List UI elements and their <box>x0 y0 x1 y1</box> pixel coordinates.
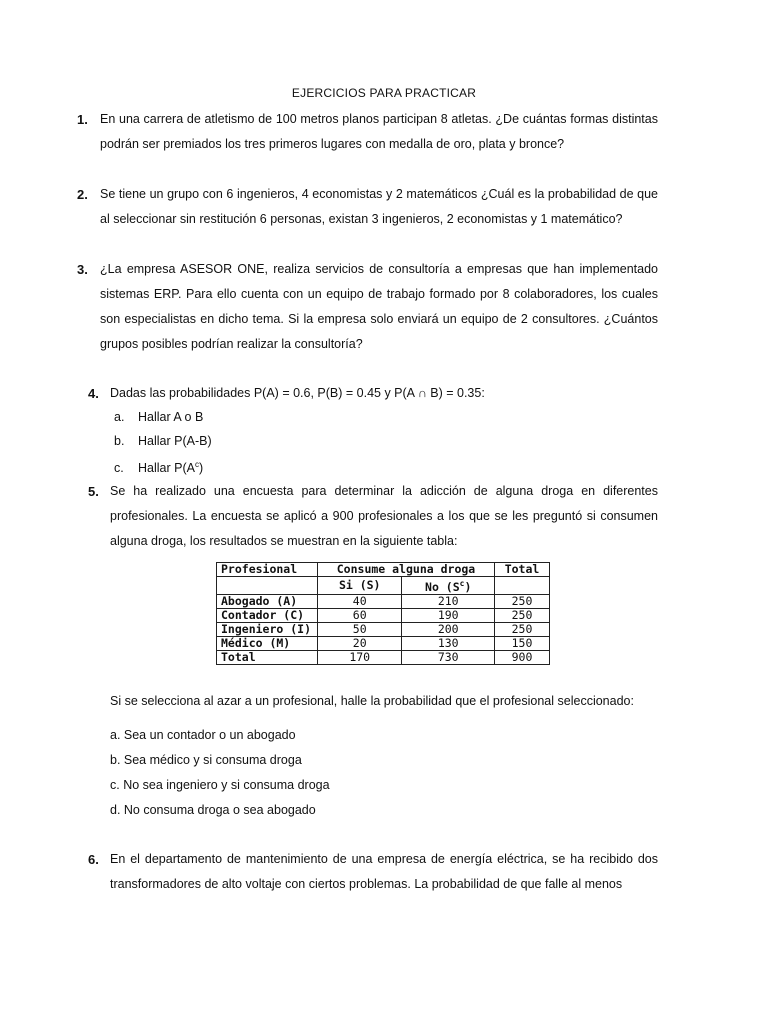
header-profesional: Profesional <box>217 563 318 577</box>
header-consume: Consume alguna droga <box>318 563 495 577</box>
question-5-item-c: c. No sea ingeniero y si consuma droga <box>110 778 330 792</box>
question-3 <box>100 257 658 357</box>
question-2 <box>100 182 658 232</box>
header-no: No $(S^c)$ <box>402 577 495 595</box>
question-5-item-a: a. Sea un contador o un abogado <box>110 728 296 742</box>
question-6-text: En el departamento de mantenimiento de una empresa de energía eléctrica, se ha recibido dos transformadores de alto voltaje con ciertos problemas. La probabilidad de que falle al menos <box>110 852 658 891</box>
question-4-item-c: c. Hallar $P(A^c)$ <box>114 460 204 476</box>
question-4-text: Dadas las probabilidades P(A) = 0.6, P(B) = 0.45 y P(A ∩ B) = 0.35: <box>110 386 485 400</box>
header-total: Total <box>495 563 550 577</box>
table-row: Médico (M) 20 130 150 <box>217 636 550 650</box>
table-row: Ingeniero (I) 50 200 250 <box>217 622 550 636</box>
question-4-item-a: a. Hallar A o B <box>114 410 204 424</box>
question-5 <box>110 479 658 554</box>
question-3-number: 3. <box>77 262 88 277</box>
question-4-item-b: b. Hallar P(A-B) <box>114 434 212 448</box>
question-2-text: Se tiene un grupo con 6 ingenieros, 4 economistas y 2 matemáticos ¿Cuál es la probabilidad de que al seleccionar sin restitución 6 personas, existan 3 ingenieros, 2 economistas y 1 matemático? <box>100 187 658 226</box>
question-4-number: 4. <box>88 386 99 401</box>
table-row: Contador (C) 60 190 250 <box>217 608 550 622</box>
question-6 <box>110 847 658 897</box>
question-1-number: 1. <box>77 112 88 127</box>
question-3-text: ¿La empresa ASESOR ONE, realiza servicios de consultoría a empresas que han implementado sistemas ERP. Para ello cuenta con un equipo de trabajo formado por 8 colaboradores, los cuales son especialistas en dicho tema. Si la empresa solo enviará un equipo de 2 consultores. ¿Cuántos grupos posibles podrían realizar la consultoría? <box>100 262 658 351</box>
question-5-number: 5. <box>88 484 99 499</box>
page-title: EJERCICIOS PARA PRACTICAR <box>291 86 477 100</box>
question-6-number: 6. <box>88 852 99 867</box>
header-si: Si (S) <box>318 577 402 595</box>
question-5-prompt: Si se selecciona al azar a un profesional, halle la probabilidad que el profesional seleccionado: <box>110 694 634 708</box>
question-5-text: Se ha realizado una encuesta para determinar la adicción de alguna droga en diferentes profesionales. La encuesta se aplicó a 900 profesionales a los que se les preguntó si consumen alguna droga, los resultados se muestran en la siguiente tabla: <box>110 484 658 548</box>
question-5-item-d: d. No consuma droga o sea abogado <box>110 803 316 817</box>
question-1-text: En una carrera de atletismo de 100 metros planos participan 8 atletas. ¿De cuántas formas distintas podrán ser premiados los tres primeros lugares con medalla de oro, plata y bronce? <box>100 112 658 151</box>
table-row-total: Total 170 730 900 <box>217 650 550 664</box>
question-1 <box>100 107 658 157</box>
question-5-item-b: b. Sea médico y si consuma droga <box>110 753 302 767</box>
table-row: Abogado (A) 40 210 250 <box>217 594 550 608</box>
survey-table <box>216 562 550 665</box>
question-2-number: 2. <box>77 187 88 202</box>
